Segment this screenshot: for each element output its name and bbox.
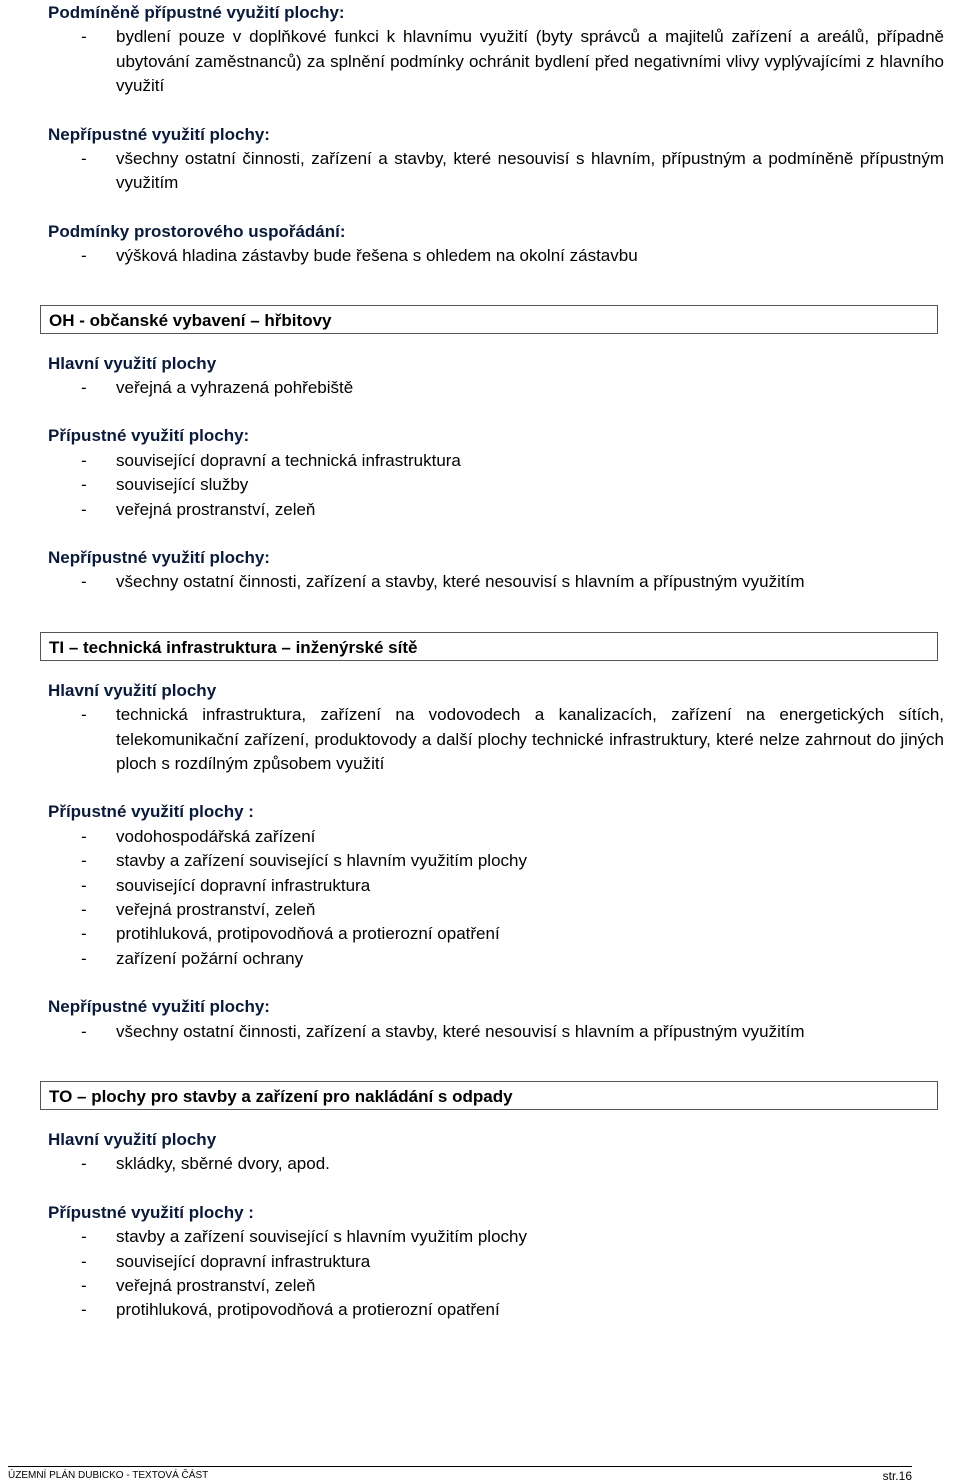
list-item: - všechny ostatní činnosti, zařízení a stavby, které nesouvisí s hlavním, přípustným a podmíněně přípustným využitím [81,149,944,193]
section-heading: Nepřípustné využití plochy: [48,997,270,1017]
footer-document-title: ÚZEMNÍ PLÁN DUBICKO - TEXTOVÁ ČÁST [8,1470,209,1481]
section-ti [48,632,944,1044]
list-item: - technická infrastruktura, zařízení na vodovodech a kanalizacích, zařízení na energetických sítích, telekomunikační zařízení, produktovody a další plochy technické infrastruktury, které nelze zahrnout do jiných ploch s rozdílným způsobem využití [81,705,944,774]
section-heading: Hlavní využití plochy [48,680,217,700]
list-item: - protihluková, protipovodňová a protierozní opatření [81,1300,500,1320]
page-footer [8,1466,912,1483]
section-heading: Podmíněně přípustné využití plochy: [48,3,345,22]
list-item: - výšková hladina zástavby bude řešena s ohledem na okolní zástavbu [81,246,638,266]
list-item: - všechny ostatní činnosti, zařízení a stavby, které nesouvisí s hlavním a přípustným využitím [81,572,805,592]
list-item: - protihluková, protipovodňová a protierozní opatření [81,924,500,944]
document-page [48,0,944,1323]
list-item: - skládky, sběrné dvory, apod. [81,1154,330,1174]
section-heading: Podmínky prostorového uspořádání: [48,221,346,241]
list-item: - zařízení požární ochrany [81,948,304,968]
list-item: - veřejná prostranství, zeleň [81,499,316,519]
list-item: - související dopravní infrastruktura [81,1251,371,1271]
list-item: - bydlení pouze v doplňkové funkci k hlavnímu využití (byty správců a majitelů zařízení a areálů, případně ubytování zaměstnanců) za splnění podmínky ochránit bydlení před negativními vlivy vyplývajícími z hlavního využití [81,27,944,96]
section-continuation [48,0,944,269]
section-heading: Hlavní využití plochy [48,353,217,373]
section-box-title: TI – technická infrastruktura – inženýrské sítě [40,632,938,661]
section-box-title: OH - občanské vybavení – hřbitovy [40,305,938,334]
list-item: - veřejná a vyhrazená pohřebiště [81,378,354,397]
section-heading: Nepřípustné využití plochy: [48,124,270,144]
list-item: - související služby [81,475,249,495]
footer-page-number: str.16 [882,1469,912,1483]
section-heading: Hlavní využití plochy [48,1130,217,1150]
list-item: - stavby a zařízení související s hlavním využitím plochy [81,1227,527,1247]
section-heading: Přípustné využití plochy : [48,1202,254,1222]
list-item: - stavby a zařízení související s hlavním využitím plochy [81,851,527,871]
section-heading: Přípustné využití plochy: [48,426,250,446]
list-item: - veřejná prostranství, zeleň [81,1276,316,1296]
list-item: - vodohospodářská zařízení [81,826,316,846]
list-item: - související dopravní infrastruktura [81,875,371,895]
section-oh [48,305,944,595]
section-box-title: TO – plochy pro stavby a zařízení pro nakládání s odpady [40,1081,938,1110]
section-heading: Nepřípustné využití plochy: [48,548,270,568]
list-item: - související dopravní a technická infrastruktura [81,450,461,470]
list-item: - všechny ostatní činnosti, zařízení a stavby, které nesouvisí s hlavním a přípustným využitím [81,1021,805,1041]
list-item: - veřejná prostranství, zeleň [81,900,316,920]
section-heading: Přípustné využití plochy : [48,802,254,822]
section-to [48,1081,944,1323]
